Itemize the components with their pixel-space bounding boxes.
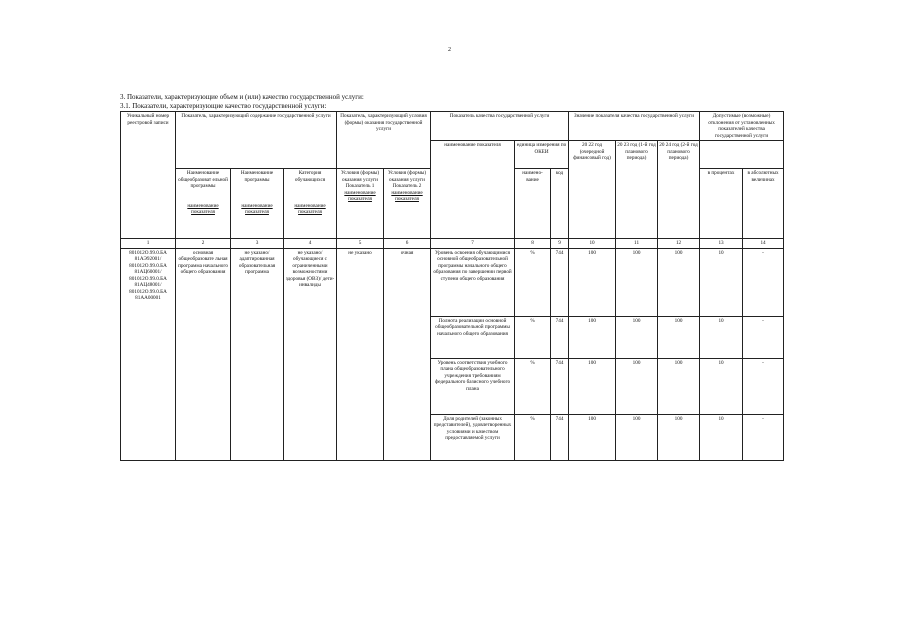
indicator-name: Уровень соответствия учебного плана общеобразовательного учреждения требованиям федерального базисного учебного плана	[431, 358, 515, 414]
record-code: 801012О.99.0.БА 81АЭ92001/ 801012О.99.0.БА 81АЦ60001/ 801012О.99.0.БА 81АЦ48001/ 801012О.99.0.БА 81АА00001	[121, 248, 176, 460]
header-content-indicator: Показатель, характеризующий содержание государственной услуги	[176, 112, 337, 141]
indicator-year-1: 100	[569, 316, 616, 358]
col-number: 3	[231, 239, 284, 249]
indicator-unit: %	[515, 316, 551, 358]
header-deviation-spacer	[700, 141, 784, 169]
header-allowed-deviation: Допустимые (возможные) отклонения от установленных показателей качества государственной услуги	[700, 112, 784, 141]
indicator-absolute: -	[743, 316, 784, 358]
record-category: не указано/ обучающиеся с ограниченными возможностями здоровья (ОВЗ)/ дети-инвалиды	[284, 248, 337, 460]
header-program-name: Наименование программы наименование показателя	[231, 169, 284, 239]
indicator-year-3: 100	[658, 414, 700, 460]
header-conditions-spacer	[337, 141, 431, 169]
record-condition-1: не указано	[337, 248, 384, 460]
header-program: Наименование общеобразоват ельной программы наименование показателя	[176, 169, 231, 239]
col-number: 12	[658, 239, 700, 249]
record-program-name: не указано/ адаптированная образовательная программа	[231, 248, 284, 460]
indicator-absolute: -	[743, 358, 784, 414]
header-year-2: 20 23 год (1-й год планового периода)	[616, 141, 658, 239]
col-number: 2	[176, 239, 231, 249]
indicator-year-2: 100	[616, 414, 658, 460]
header-indicator-name: наименование показателя	[431, 141, 515, 239]
header-year-3: 20 24 год (2-й год планового периода)	[658, 141, 700, 239]
indicator-percent: 10	[700, 358, 743, 414]
subsection-heading: 3.1. Показатели, характеризующие качество государственной услуги:	[120, 102, 327, 110]
indicator-name: Полнота реализации основной общеобразовательной программы начального общего образования	[431, 316, 515, 358]
header-content-spacer	[176, 141, 337, 169]
indicator-code: 744	[551, 358, 569, 414]
indicator-name: Доля родителей (законных представителей), удовлетворенных условиями и качеством предоставляемой услуги	[431, 414, 515, 460]
header-conditions-indicator: Показатель, характеризующий условия (формы) оказания государственной услуги	[337, 112, 431, 141]
header-quality-indicator: Показатель качества государственной услуги	[431, 112, 569, 141]
col-number: 1	[121, 239, 176, 249]
col-number: 11	[616, 239, 658, 249]
indicator-unit: %	[515, 358, 551, 414]
indicator-absolute: -	[743, 414, 784, 460]
indicator-percent: 10	[700, 414, 743, 460]
indicator-percent: 10	[700, 248, 743, 316]
col-number: 13	[700, 239, 743, 249]
indicator-code: 744	[551, 316, 569, 358]
col-number: 9	[551, 239, 569, 249]
header-absolute: в абсолютных величинах	[743, 169, 784, 239]
header-percent: в процентах	[700, 169, 743, 239]
header-quality-value: Значение показателя качества государственной услуги	[569, 112, 700, 141]
indicator-year-1: 100	[569, 414, 616, 460]
indicator-absolute: -	[743, 248, 784, 316]
section-heading: 3. Показатели, характеризующие объем и (или) качество государственной услуги:	[120, 93, 364, 101]
header-unit-name: наимено-вание	[515, 169, 551, 239]
col-number: 6	[384, 239, 431, 249]
header-year-1: 20 22 год (очередной финансовый год)	[569, 141, 616, 239]
col-number: 8	[515, 239, 551, 249]
indicator-year-3: 100	[658, 316, 700, 358]
header-unique-number: Уникальный номер реестровой записи	[121, 112, 176, 239]
quality-indicators-table	[120, 111, 784, 461]
indicator-code: 744	[551, 248, 569, 316]
page-number: 2	[448, 47, 451, 53]
col-number: 5	[337, 239, 384, 249]
record-program: основная общеобразовате льная программа начального общего образования	[176, 248, 231, 460]
col-number: 14	[743, 239, 784, 249]
col-number: 10	[569, 239, 616, 249]
col-number: 4	[284, 239, 337, 249]
indicator-percent: 10	[700, 316, 743, 358]
header-condition-2: Условия (формы) оказания услуги Показатель 2 наименование показателя	[384, 169, 431, 239]
indicator-year-2: 100	[616, 316, 658, 358]
header-category: Категория обучающихся наименование показателя	[284, 169, 337, 239]
indicator-unit: %	[515, 414, 551, 460]
header-condition-1: Условия (формы) оказания услуги Показатель 1 наименование показателя	[337, 169, 384, 239]
col-number: 7	[431, 239, 515, 249]
indicator-year-3: 100	[658, 358, 700, 414]
indicator-year-2: 100	[616, 248, 658, 316]
header-unit: единица измерения по ОКЕИ	[515, 141, 569, 169]
header-unit-code: код	[551, 169, 569, 239]
indicator-year-3: 100	[658, 248, 700, 316]
indicator-year-2: 100	[616, 358, 658, 414]
indicator-year-1: 100	[569, 358, 616, 414]
indicator-name: Уровень освоения обучающимися основной общеобразовательной программы начального общего образования по завершении первой ступени общего образования	[431, 248, 515, 316]
indicator-unit: %	[515, 248, 551, 316]
record-condition-2: очная	[384, 248, 431, 460]
indicator-code: 744	[551, 414, 569, 460]
indicator-year-1: 100	[569, 248, 616, 316]
